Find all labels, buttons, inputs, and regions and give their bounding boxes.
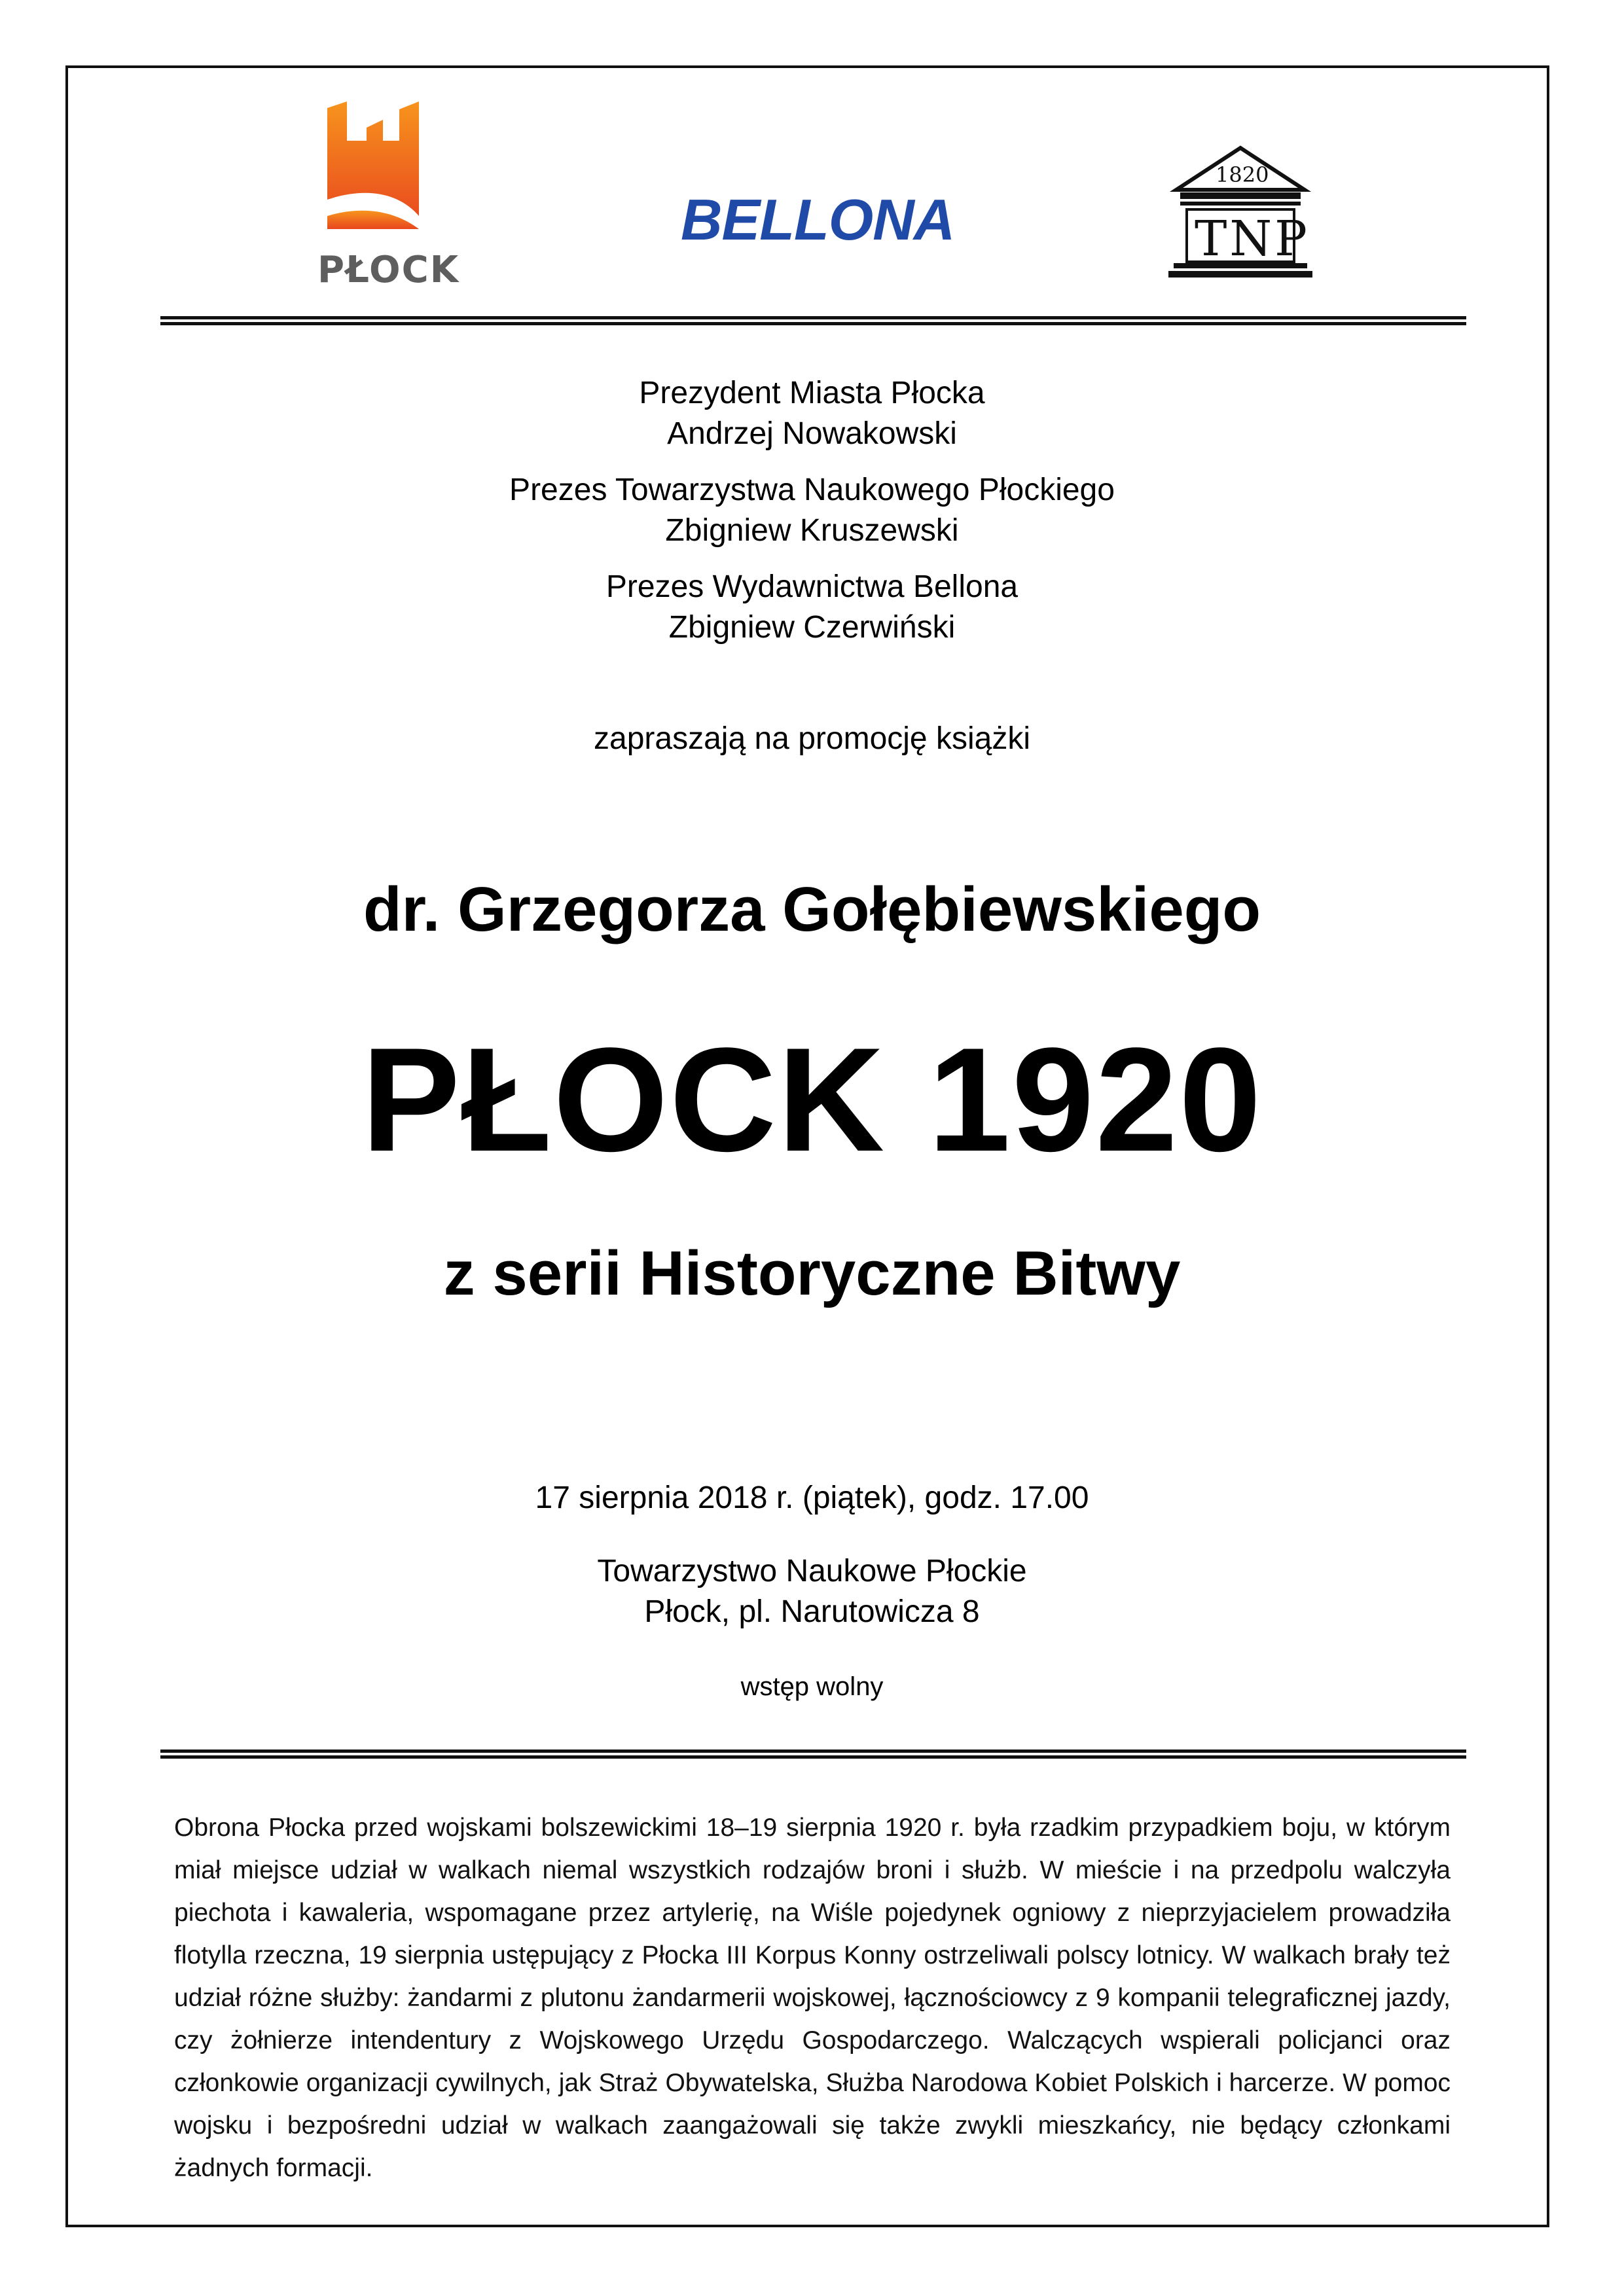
host-1-role: Prezydent Miasta Płocka — [639, 376, 985, 410]
event-datetime: 17 sierpnia 2018 r. (piątek), godz. 17.00 — [535, 1480, 1089, 1515]
host-3-role: Prezes Wydawnictwa Bellona — [605, 569, 1019, 604]
author-name: dr. Grzegorza Gołębiewskiego — [363, 874, 1261, 944]
host-1-name: Andrzej Nowakowski — [667, 416, 957, 451]
host-2-role: Prezes Towarzystwa Naukowego Płockiego — [509, 473, 1115, 507]
bellona-logo: BELLONA — [681, 187, 955, 252]
tnp-logo — [1168, 144, 1312, 281]
tnp-label: TNP — [1195, 211, 1310, 267]
plock-logo — [308, 101, 465, 298]
tnp-year: 1820 — [1216, 162, 1269, 187]
host-3-name: Zbigniew Czerwiński — [668, 610, 956, 645]
event-address: Płock, pl. Narutowicza 8 — [644, 1594, 980, 1629]
top-divider — [160, 316, 1466, 325]
admission-note: wstęp wolny — [740, 1672, 884, 1701]
series-title: z serii Historyczne Bitwy — [443, 1238, 1181, 1308]
plock-castle-icon — [321, 101, 478, 232]
host-2-name: Zbigniew Kruszewski — [665, 513, 959, 548]
plock-logo-label: PŁOCK — [317, 249, 460, 291]
event-venue: Towarzystwo Naukowe Płockie — [597, 1554, 1027, 1588]
description-paragraph: Obrona Płocka przed wojskami bolszewickimi 18–19 sierpnia 1920 r. była rzadkim przypadkiem boju, w którym miał miejsce udział w walkach niemal wszystkich rodzajów broni i służb. W mieście i na przedpolu walczyła piechota i kawaleria, wspomagane przez artylerię, na Wiśle pojedynek ogniowy z nieprzyjacielem prowadziła flotylla rzeczna, 19 sierpnia ustępujący z Płocka III Korpus Konny ostrzeliwali polscy lotnicy. W walkach brały też udział różne służby: żandarmi z plutonu żandarmerii wojskowej, łącznościowcy z 9 kompanii telegraficznej jazdy, czy żołnierze intendentury z Wojskowego Urzędu Gospodarczego. Walczących wspierali policjanci oraz członkowie organizacji cywilnych, jak Straż Obywatelska, Służba Narodowa Kobiet Polskich i harcerze. W pomoc wojsku i bezpośredni udział w walkach zaangażowali się także zwykli mieszkańcy, nie będący członkami żadnych formacji. — [174, 1814, 1451, 2182]
book-title: PŁOCK 1920 — [361, 1016, 1263, 1182]
bottom-divider — [160, 1749, 1466, 1759]
invite-line: zapraszają na promocję książki — [594, 721, 1030, 756]
